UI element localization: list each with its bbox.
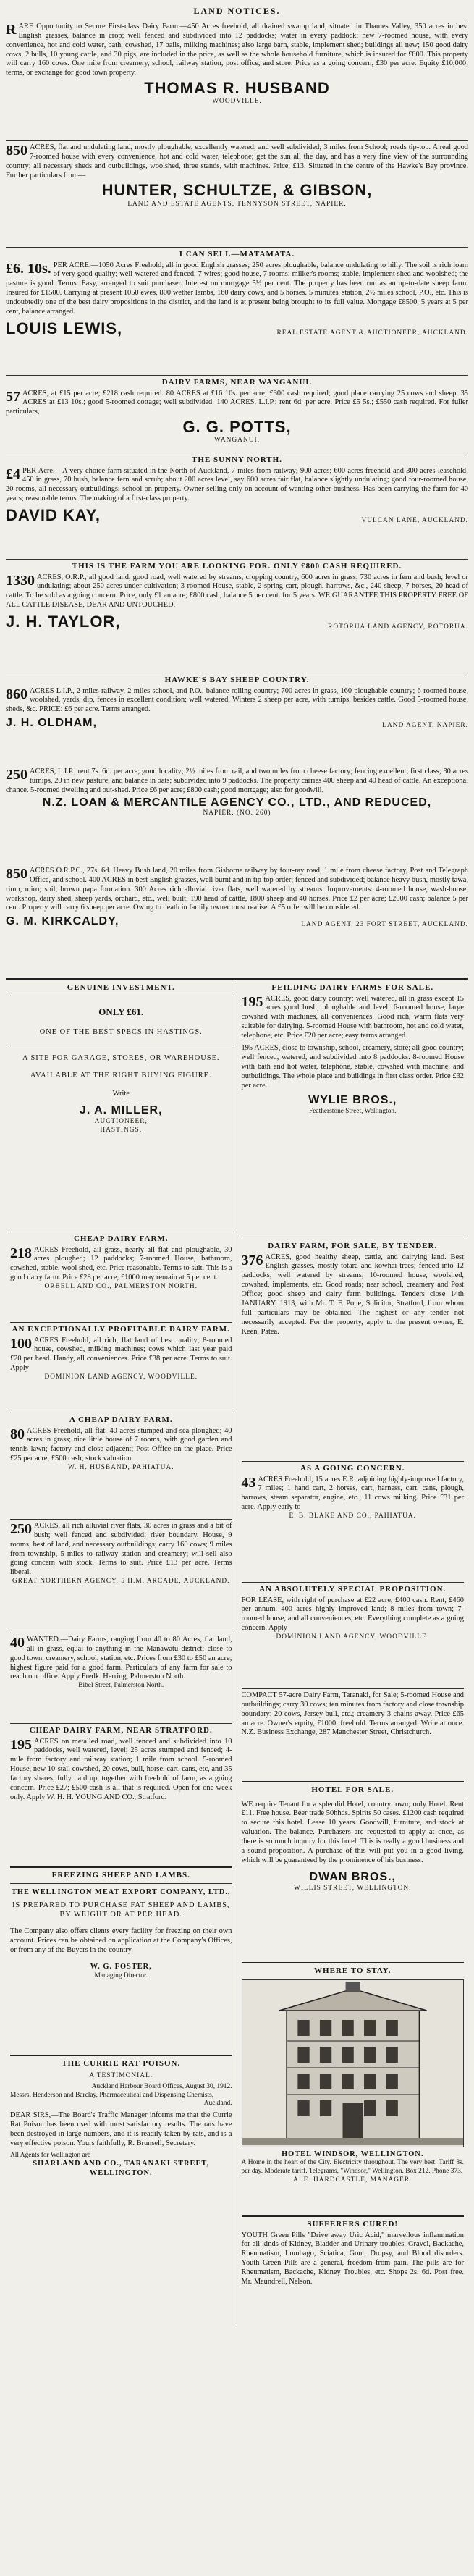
- ad-compact: [242, 1691, 465, 1778]
- ad-sub: LAND AGENT, 23 FORT STREET, AUCKLAND.: [301, 920, 468, 928]
- ad-body: ACRES on metalled road, well fenced and subdivided into 10 paddocks, well watered, level; 25 acres stumped and fenced; 4-mile from factory and railway station; 1 mile from school. 5-roomed House, new 10-stall cowshed, 20 cows, bull, horse, cart, cans, etc, and 35 factory shares, fully paid up, together with freehold of farm, as a going concern. Price £27; £500 cash is all that is required. Open for one week only. Apply W. H. H. YOUNG AND CO., Stratford.: [10, 1737, 232, 1801]
- ad-title: HOTEL FOR SALE.: [311, 1785, 394, 1794]
- ad-name: A. E. HARDCASTLE, MANAGER.: [293, 2176, 412, 2184]
- ad-name: SHARLAND AND CO., TARANAKI STREET, WELLINGTON.: [33, 2160, 210, 2178]
- ad-title: CHEAP DAIRY FARM, NEAR STRATFORD.: [29, 1725, 213, 1735]
- ad-orbell: [10, 1234, 232, 1320]
- ad-name: DWAN BROS.,: [309, 1870, 396, 1883]
- ad-kicker: HAWKE'S BAY SHEEP COUNTRY.: [164, 675, 310, 684]
- ad-body: ACRES Freehold, 15 acres E.R. adjoining highly-improved factory, 7 miles; 1 hand cart, 2 horses, cart, harness, cart, cans, plough, harrows, steam separator, engine, etc.; 11 cows milking. Price £31 per acre. Apply early to: [241, 1475, 464, 1512]
- ad-kirkcaldy: [6, 867, 468, 975]
- ad-name: WYLIE BROS.,: [308, 1094, 397, 1107]
- ad-sufferers: [242, 2220, 465, 2321]
- ad-name: DOMINION LAND AGENCY, WOODVILLE.: [276, 1633, 430, 1641]
- ad-title: WHERE TO STAY.: [314, 1966, 392, 1975]
- ad-hotel-name: HOTEL WINDSOR, WELLINGTON.: [282, 2150, 424, 2158]
- left-column: [6, 980, 237, 2325]
- ad-kicker: THIS IS THE FARM YOU ARE LOOKING FOR. ONLY £800 CASH REQUIRED.: [72, 561, 402, 571]
- divider: [6, 140, 468, 141]
- ad-sub: Managing Director.: [94, 1971, 148, 1979]
- ad-title: GENUINE INVESTMENT.: [67, 982, 175, 992]
- ad-body: IS PREPARED TO PURCHASE FAT SHEEP AND LAMBS, BY WEIGHT OR AT PER HEAD.: [12, 1901, 230, 1919]
- ad-sub: LAND AGENT, NAPIER.: [382, 722, 468, 730]
- ad-sub: Featherstone Street, Wellington.: [309, 1108, 397, 1116]
- divider: [6, 247, 468, 248]
- ad-where-to-stay: [242, 1966, 465, 2213]
- ad-lead: 40: [10, 1634, 25, 1651]
- ad-write: Write: [112, 1090, 130, 1098]
- ad-oldham: [6, 675, 468, 762]
- ad-title: AN ABSOLUTELY SPECIAL PROPOSITION.: [259, 1584, 447, 1594]
- ad-body: WE require Tenant for a splendid Hotel, country town; only Hotel. Rent £11. Free house. Beer trade 50hhds. Spirits 50 cases. £1200 cash required to secure this hotel. Lease 10 years. Goodwill, furniture, and stock at valuation. The balance. Purchasers are requested to apply at once, as there is so much inquiry for this hotel. This is really a good business and a sound proposition. A purchase of this will put you in a good living, which will be guaranteed by the prominence of his business.: [241, 1800, 464, 1864]
- ad-body: ACRES Freehold, all flat, 40 acres stumped and sea ploughed; 40 acres in grass; nice little house of 7 rooms, with good garden and tennis lawn; factory and close adjacent; Post Office on the place. Price £25 per acre; £500 cash; stock valuation.: [10, 1426, 232, 1463]
- ad-name: DOMINION LAND AGENCY, WOODVILLE.: [44, 1373, 198, 1381]
- ad-body: ACRES, O.R.P., all good land, good road, well watered by streams, cropping country, 600 acres in grass, 730 acres in fern and bush, level or undulating; about 250 acres under cultivation; 3-roomed House, stable, 2 spring-cart, plough, harrows, &c., 240 sheep, 7 horses, 20 head of cattle. To be sold as a going concern. Price, only £1 an acre; £800 cash, balance 5 per cent. for 5 years. WE GUARANTEE THIS PROPERTY FREE OF ALL CATTLE DISEASE, DEAR AND UNTOUCHED.: [6, 573, 468, 610]
- ad-body: ACRES O.R.P.C., 27s. 6d. Heavy Bush land, 20 miles from Gisborne railway by four-ray road, 1 mile from cheese factory, Post and Telegraph Office, and school. 400 ACRES in best English grasses, well burnt and in tip-top order; fenced and subdivided; balance heavy bush, mostly tawa, rimu, miro; soil, brown papa formation. 300 Acres rich alluvial river flats, well watered by streams. Improvements: 4-roomed house, wash-house, workshop, dairy shed, sheep yards, orchard, etc., well built; 190 head of cattle, 1800 sheep and 40 horses. Price £2 per acre; £2000 cash; balance 5 per cent. Property will carry 6 sheep per acre. Owing to death in family owner must realise. A £5 offer will be considered.: [6, 866, 468, 912]
- ad-husband: [6, 22, 468, 138]
- ad-agents: All Agents for Wellington are—: [10, 2151, 98, 2159]
- ad-title: AN EXCEPTIONALLY PROFITABLE DAIRY FARM.: [12, 1324, 230, 1334]
- ad-title: THE CURRIE RAT POISON.: [62, 2058, 181, 2068]
- ad-title: DAIRY FARM, FOR SALE, BY TENDER.: [268, 1241, 438, 1250]
- ad-sub: NAPIER. (NO. 260): [203, 809, 271, 817]
- ad-sub: ROTORUA LAND AGENCY, ROTORUA.: [328, 623, 468, 631]
- ad-name: N.Z. LOAN & MERCANTILE AGENCY CO., LTD., AND REDUCED,: [42, 796, 432, 809]
- ad-stratford: [10, 1726, 232, 1864]
- divider: [6, 375, 468, 376]
- ad-kicker: DAIRY FARMS, NEAR WANGANUI.: [161, 377, 313, 387]
- ad-title: FEILDING DAIRY FARMS FOR SALE.: [271, 982, 434, 992]
- ad-name: J. H. TAYLOR,: [6, 613, 121, 631]
- ad-body: A SITE FOR GARAGE, STORES, OR WAREHOUSE.: [22, 1053, 220, 1062]
- ad-lead: 195: [10, 1736, 32, 1753]
- ad-name: GREAT NORTHERN AGENCY, 5 H.M. ARCADE, AUCKLAND.: [12, 1578, 230, 1586]
- ad-lead: £6. 10s.: [6, 260, 51, 277]
- ad-meat: [10, 1871, 232, 2052]
- ad-name: W. G. FOSTER,: [90, 1962, 152, 1971]
- ad-title: A CHEAP DAIRY FARM.: [69, 1415, 173, 1424]
- ad-potts: [6, 378, 468, 450]
- ad-lead: 100: [10, 1335, 32, 1352]
- ad-name: G. G. POTTS,: [182, 418, 292, 437]
- ad-kay: [6, 455, 468, 557]
- ad-body: ACRES, L.I.P., rent 7s. 6d. per acre; good locality; 2½ miles from rail, and two miles from cheese factory; fencing excellent; first class; 30 acres turnips, 20 in new pasture, and balance in oats; subdivided into 9 paddocks. The property carries 400 sheep and 40 head of cattle. An exceptional chance. 5-roomed dwelling and out-shed. Price £6 per acre; £800 cash; good mortgage; also for goodwill.: [6, 767, 468, 794]
- ad-body: FOR LEASE, with right of purchase at £22 acre, £400 cash. Rent, £460 per annum. 400 acres highly improved land; 8 miles from town; 7-roomed house, and all conveniences, etc. Everything complete as a going concern. Apply: [241, 1596, 464, 1633]
- ad-body: A Home in the heart of the City. Electricity throughout. The very best. Tariff 8s. per day. Moderate tariff. Telegrams, "Windsor," Wellington. Box 212. Phone 373.: [241, 2159, 464, 2176]
- ad-sub: WANGANUI.: [214, 437, 260, 445]
- ad-sub: AUCTIONEER,: [94, 1118, 148, 1125]
- ad-lead: 195: [241, 993, 263, 1010]
- ad-name: ORBELL AND CO., PALMERSTON NORTH.: [44, 1283, 198, 1291]
- ad-taylor: [6, 562, 468, 670]
- ad-sub: HASTINGS.: [100, 1126, 143, 1134]
- ad-name: E. B. BLAKE AND CO., PAHIATUA.: [289, 1512, 416, 1520]
- ad-hotel-sale: [242, 1785, 465, 1959]
- ad-name: J. H. OLDHAM,: [6, 717, 97, 730]
- ad-body: ACRES, flat and undulating land, mostly ploughable, excellently watered, and well subdivided; 3 miles from School; roads tip-top. A real good 7-roomed house with every convenience, hot and cold water, telephone; get the sun all the day, and has a very fine view of the surrounding country; all necessary sheds and outbuildings, woolshed, three stands, with machines. Price, £13. Situated in the centre of the Hawke's Bay province. Further particulars from—: [6, 143, 468, 180]
- ad-place: WOODVILLE.: [212, 98, 262, 106]
- ad-lead: 1330: [6, 572, 35, 589]
- ad-place: Auckland.: [203, 2100, 232, 2108]
- ad-lead: 43: [241, 1474, 256, 1491]
- ad-body: The Company also offers clients every facility for freezing on their own account. Prices can be obtained on application at the Company's Offices, or from any of the Buyers in the country.: [10, 1927, 232, 1954]
- hotel-building-icon: [242, 1980, 464, 2145]
- ad-name: THOMAS R. HUSBAND: [144, 79, 330, 98]
- ad-body: AVAILABLE AT THE RIGHT BUYING FIGURE.: [30, 1072, 212, 1080]
- ad-lead: 80: [10, 1426, 25, 1442]
- ad-name: LOUIS LEWIS,: [6, 319, 123, 337]
- ad-body: DEAR SIRS,—The Board's Traffic Manager informs me that the Currie Rat Poison has been used with most satisfactory results. The rats have been destroyed in large numbers, and it is readily taken by rats, and is a very effective poison. Yours faithfully, R. Brunsell, Secretary.: [10, 2111, 232, 2147]
- ad-tender: [242, 1242, 465, 1459]
- right-column: [237, 980, 469, 2325]
- ad-name: HUNTER, SCHULTZE, & GIBSON,: [101, 181, 373, 200]
- ad-hunter: [6, 143, 468, 245]
- ad-lewis: [6, 250, 468, 373]
- ad-lead: 376: [241, 1252, 263, 1268]
- ad-rat: [10, 2059, 232, 2226]
- ad-sub: REAL ESTATE AGENT & AUCTIONEER, AUCKLAND.: [276, 329, 468, 337]
- ad-title: CHEAP DAIRY FARM.: [73, 1234, 169, 1243]
- ad-from: Auckland Harbour Board Offices, August 30, 1912.: [91, 2083, 232, 2091]
- ad-name: DAVID KAY,: [6, 506, 101, 525]
- ad-to: Messrs. Henderson and Barclay, Pharmaceutical and Dispensing Chemists,: [10, 2091, 214, 2099]
- ad-body: PER Acre.—A very choice farm situated in the North of Auckland, 7 miles from railway; 900 acres; 600 acres freehold and 300 acres leasehold; 450 in grass, 70 bush, balance fern and scrub; about 200 acres level, say 600 acres fair flat, balance slightly undulating; good four-roomed house, 20 rooms, all necessary outbuildings; school on property. Owner selling only on account of wanting other business. Has been carrying the farm for 40 years; reasonable terms. The making of a first-class property.: [6, 466, 468, 503]
- ad-sub: LAND AND ESTATE AGENTS. TENNYSON STREET, NAPIER.: [127, 200, 347, 208]
- ad-body: YOUTH Green Pills "Drive away Uric Acid," marvellous inflammation for all kinds of Kidney, Bladder and Urinary troubles, Gravel, Backache, Rheumatism, Lumbago, Sciatica, Gout, Dropsy, and Blood disorders. Youth Green Pills are a general, freedom from pain. The pills are for Rheumatism, Backache, Kidney Troubles, etc. Shops 2s. 6d. Post free. Mr. Maundrell, Nelson.: [241, 2231, 464, 2286]
- ad-dairy-wanted: [10, 1636, 232, 1721]
- ad-lead: R: [6, 21, 17, 38]
- ad-blake: [242, 1464, 465, 1580]
- ad-lead: 250: [10, 1520, 32, 1537]
- two-column-section: [6, 978, 468, 2325]
- divider: [6, 559, 468, 560]
- ad-husband2: [10, 1415, 232, 1517]
- ad-kicker: I CAN SELL—MATAMATA.: [179, 249, 295, 258]
- ad-name: Bibel Street, Palmerston North.: [78, 1682, 164, 1690]
- ad-body: ARE Opportunity to Secure First-class Dairy Farm.—450 Acres freehold, all drained swamp land, situated in Thames Valley, 350 acres in best English grasses, balance in crop; well fenced and subdivided into 12 paddocks; water in every paddock; new 7-roomed house, with every convenience, hot and cold water, bath, cowshed, 17 bails, milking machines; also large barn, stable, implement shed; buildings all new; 150 good dairy cows, 2 bulls, 10 young cattle, and 30 pigs, are included in the price, as well as the whole household furniture, which is insured for £800. This property will carry 160 cows. One mile from creamery, school, railway station, post office, and store. Price as a going concern, £30 per acre. Equity £10,000; terms, or exchange for good town property.: [6, 22, 468, 77]
- ad-genuine: [10, 983, 232, 1229]
- ad-lead: £4: [6, 466, 20, 482]
- ad-company: THE WELLINGTON MEAT EXPORT COMPANY, LTD.,: [11, 1887, 231, 1896]
- ad-name: J. A. MILLER,: [79, 1104, 163, 1117]
- ad-dominion2: [242, 1585, 465, 1686]
- ad-kicker: A TESTIMONIAL.: [89, 2071, 153, 2079]
- hotel-illustration: [242, 1979, 465, 2147]
- ad-sub: VULCAN LANE, AUCKLAND.: [361, 516, 468, 524]
- ad-lead: 850: [6, 865, 27, 882]
- ad-name: W. H. HUSBAND, PAHIATUA.: [68, 1464, 174, 1472]
- ad-lead: 57: [6, 388, 20, 405]
- ad-line: ONE OF THE BEST SPECS IN HASTINGS.: [39, 1027, 203, 1036]
- ad-body: 195 ACRES, close to township, school, creamery, store; all good country; well fenced, watered, and subdivided into 8 paddocks. 8-roomed House with bath and hot water, telephone, stable, cowshed with machine, and outbuildings. The whole place and buildings in first class order. Price £32 per acre.: [241, 1043, 464, 1090]
- ad-sub: WILLIS STREET, WELLINGTON.: [294, 1884, 412, 1892]
- ad-body: ACRES Freehold, all rich, flat land of best quality; 8-roomed house, cowshed, milking machines; cows which last year paid £20 per head. Handy, all conveniences. Price £38 per acre. Terms to suit. Apply: [10, 1336, 232, 1373]
- ad-lead: 850: [6, 142, 27, 159]
- ad-body: ACRES, at £15 per acre; £218 cash required. 80 ACRES at £16 10s. per acre; £300 cash required; good place carrying 25 cows and sheep. 35 ACRES at £13 10s.; good 5-roomed cottage; well subdivided. 140 ACRES, L.I.P.; rent 6d. per acre. Price £5 5s.; £550 cash required. For fuller particulars,: [6, 389, 468, 416]
- ad-lead: 860: [6, 686, 27, 702]
- ad-feilding: [242, 983, 465, 1237]
- ad-body: ACRES L.I.P., 2 miles railway, 2 miles school, and P.O., balance rolling country; 700 acres in grass, 160 ploughable country; 6-roomed house, woolshed, yards, dip, fences in excellent condition; well watered. Winters 2 sheep per acre, with turnips, besides cattle. Good 5-roomed house, sheds, &c. PRICE: £6 per acre. Terms arranged.: [6, 686, 468, 714]
- ad-nzloan: [6, 767, 468, 862]
- ad-kicker: THE SUNNY NORTH.: [192, 455, 282, 464]
- ad-body: ACRES, good dairy country; well watered, all in grass except 15 acres good bush; ploughable and level; 6-roomed house, large cowshed with machines, all conveniences. Good rich, warm flats very suitable for dairying. 5-roomed House with bathroom, hot and cold water, telephone, etc. Price £20 per acre; easy terms arranged.: [241, 994, 464, 1040]
- ad-body: COMPACT 57-acre Dairy Farm, Taranaki, for Sale; 5-roomed House and outbuildings; carry 30 cows; ten minutes from factory and close township boundary; 20 cows, Jersey bull, etc.; creamery 3 chains away. Price £65 an acre. Owner's equity, £1000; freehold. Terms arranged. Write at once. N.Z. Business Exchange, 287 Manchester Street, Christchurch.: [241, 1691, 464, 1737]
- ad-title: FREEZING SHEEP AND LAMBS.: [51, 1870, 190, 1880]
- section-header: LAND NOTICES.: [193, 6, 281, 16]
- ad-northern: [10, 1522, 232, 1630]
- ad-lead: 250: [6, 766, 27, 783]
- ad-body: PER ACRE.—1050 Acres Freehold; all in good English grasses; 250 acres ploughable, balance undulating to hilly. The soil is rich loam of very good quality; well-watered and fenced, 7 wires; good house, 7 rooms; milker's rooms; stable, implement shed and woolshed; the pasture is good. Terms: Easy, arranged to suit purchaser. Interest on mortgage 5½ per cent. The property has been run as an up-to-date sheep farm. Insured for £1500. Carrying at present 1050 ewes, 800 wether lambs, 160 dairy cows, and 5 horses. 5 minutes' station, 2½ miles school, P.O., etc. This is undoubtedly one of the best dairy propositions in the district, and the land is at present being brought to its full value. Mortgage £8500, 5 years at 5 per cent, balance arranged.: [6, 261, 468, 316]
- ad-dominion1: [10, 1325, 232, 1410]
- ad-name: G. M. KIRKCALDY,: [6, 915, 119, 928]
- ad-line: ONLY £61.: [98, 1006, 144, 1017]
- ad-title: AS A GOING CONCERN.: [300, 1463, 405, 1473]
- ad-title: SUFFERERS CURED!: [307, 2219, 399, 2228]
- ad-body: ACRES, all rich alluvial river flats, 30 acres in grass and a bit of bush; well fenced and subdivided; river boundary. House, 9 rooms, best of land, and necessary outbuildings; carry 160 cows; 9 miles from township, 5 miles to railway station and creamery; will sell also going concern with stock. Terms to suit. Price £13 per acre. Terms liberal.: [10, 1521, 232, 1577]
- ad-body: WANTED.—Dairy Farms, ranging from 40 to 80 Acres, flat land, all in grass, equal to anything in the Manawatu district; close to good town, creamery, school, station, etc. Prices from £30 to £50 an acre; highest figure paid for a good farm. Particulars of any farm for sale to reach our office. Apply Fredk. Herring, Palmerston North.: [10, 1635, 232, 1681]
- ad-body: ACRES, good healthy sheep, cattle, and dairying land. Best English grasses, mostly totara and kowhai trees; fenced into 12 paddocks; well watered by streams; 10-roomed house, woolshed, cowshed, implements, etc. Good roads; near school, creamery and Post Office; good sheep and dairy farm buildings. Tenders close 14th JANUARY, 1913, with Mr. T. F. Pope, Solicitor, Stratford, from whom full particulars may be obtained. The highest or any tender not necessarily accepted. For the property, apply to the present owner, E. Keen, Patea.: [241, 1253, 464, 1336]
- ad-body: ACRES Freehold, all grass, nearly all flat and ploughable, 30 acres ploughed; 12 paddocks; 7-roomed House, bathroom, cowshed, stable, wool shed, etc. Price reasonable. Terms to suit. This is a good dairy farm. Price £28 per acre; £1000 may remain at 5 per cent.: [10, 1245, 232, 1282]
- ad-lead: 218: [10, 1245, 32, 1261]
